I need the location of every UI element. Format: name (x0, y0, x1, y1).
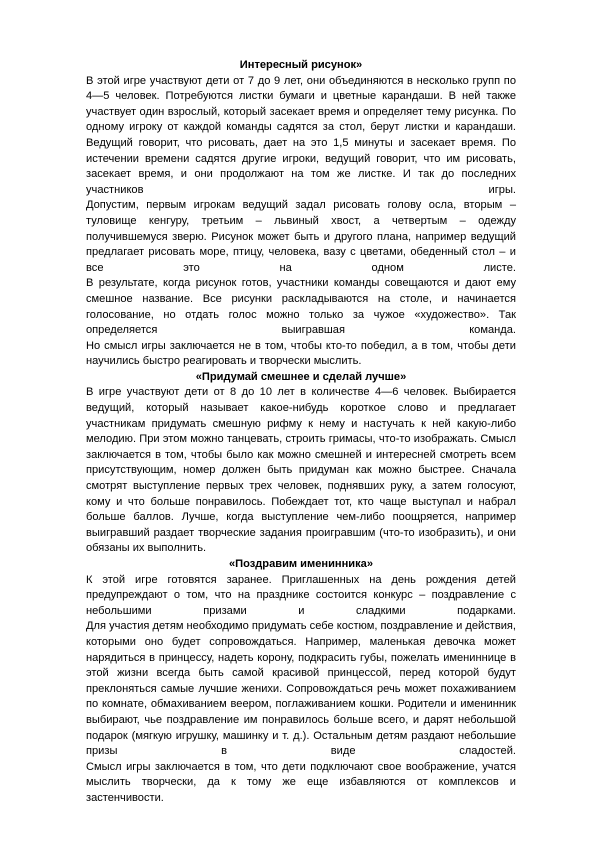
paragraph: В этой игре участвуют дети от 7 до 9 лет, они объединяются в несколько групп по 4—5 человек. Потребуются листки бумаги и цветные карандаши. В ней также участвует один взрослый, который засекает время и определяет тему рисунка. По одному игроку от каждой команды садятся за стол, берут листки и карандаши. Ведущий говорит, что рисовать, дает на это 1,5 минуты и засекает время. По истечении времени садятся другие игроки, ведущий говорит, что им рисовать, засекает время, и они продолжают на том же листке. И так до последних участников игры. (86, 74, 516, 196)
paragraph: К этой игре готовятся заранее. Приглашенных на день рождения детей предупреждают о том, что на празднике состоится конкурс – поздравление с небольшими призами и сладкими подарками. (86, 573, 516, 617)
section-title-birthday-greeting: «Поздравим именинника» (228, 558, 374, 570)
paragraph: В результате, когда рисунок готов, участники команды совещаются и дают ему смешное название. Все рисунки раскладываются на столе, и начинается голосование, но отдать голос можно только за чужое «художество». Так определяется выигравшая команда. (86, 277, 516, 337)
section-title-interesting-drawing: Интересный рисунок» (239, 59, 363, 71)
section-title-funny-rhyme: «Придумай смешнее и сделай лучше» (195, 370, 407, 383)
document-page (86, 58, 516, 807)
paragraph: Смысл игры заключается в том, что дети подключают свое воображение, учатся мыслить творчески, да к тому же еще избавляются от комплексов и застенчивости. (86, 760, 516, 804)
paragraph: В игре участвуют дети от 8 до 10 лет в количестве 4—6 человек. Выбирается ведущий, который называет какое-нибудь короткое слово и предлагает участникам придумать смешную рифму к нему и настучать к ней какую-либо мелодию. При этом можно танцевать, строить гримасы, что-то изображать. Смысл заключается в том, чтобы было как можно смешней и интересней смотреть всем присутствующим, номер должен быть придуман как можно быстрее. Сначала смотрят выступление первых трех человек, поднявших руку, а затем голосуют, кому и что больше понравилось. Побеждает тот, кто чаще выступал и набрал больше баллов. Лучше, когда выступление чем-либо поощряется, например выигравший раздает творческие задания проигравшим (что-то изобразить), и они обязаны их выполнить. (86, 386, 516, 555)
paragraph: Для участия детям необходимо придумать себе костюм, поздравление и действия, которыми оно будет сопровождаться. Например, маленькая девочка может нарядиться в принцессу, надеть корону, подкрасить губы, пожелать имениннице в этой жизни всегда быть самой красивой принцессой, перед которой будут преклоняться самые лучшие женихи. Сопровождаться речь может похаживанием по комнате, обмахиванием веером, поглаживанием кошки. Родители и именинник выбирают, чье поздравление им понравилось больше всего, и дарят небольшой подарок (мягкую игрушку, машинку и т. д.). Остальным детям раздают небольшие призы в виде сладостей. (86, 620, 517, 758)
paragraph: Но смысл игры заключается не в том, чтобы кто-то победил, а в том, чтобы дети научились быстро реагировать и творчески мыслить. (86, 339, 516, 368)
paragraph: Допустим, первым игрокам ведущий задал рисовать голову осла, вторым – туловище кенгуру, третьим – львиный хвост, а четвертым – одежду получившемуся зверю. Рисунок может быть и другого плана, например ведущий предлагает рисовать море, птицу, человека, вазу с цветами, обеденный стол – и все это на одном листе. (86, 199, 516, 274)
